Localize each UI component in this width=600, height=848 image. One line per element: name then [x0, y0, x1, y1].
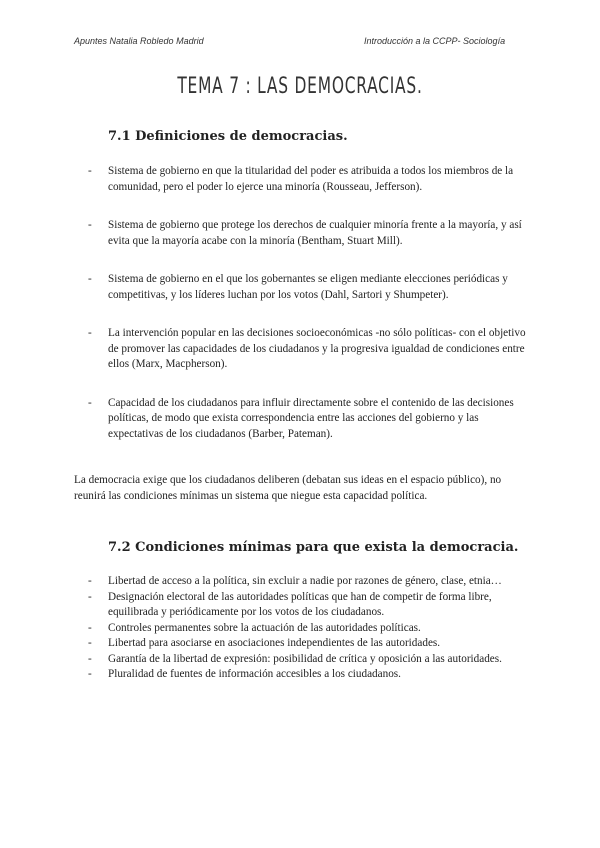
dash-marker: -	[88, 396, 92, 409]
list-item	[88, 590, 526, 621]
list-item-text: La intervención popular en las decisiones socioeconómicas -no sólo políticas- con el objetivo de promover las capacidades de los ciudadanos y la progresiva igualdad de condiciones entre ellos (Marx, Macpherson).	[108, 327, 526, 370]
dash-marker: -	[88, 652, 92, 665]
dash-marker: -	[88, 219, 92, 231]
list-item	[88, 396, 526, 443]
dash-marker: -	[88, 621, 92, 634]
list-item	[88, 636, 526, 652]
dash-marker: -	[88, 590, 92, 603]
list-item	[88, 164, 526, 195]
list-item	[88, 667, 526, 683]
list-item	[88, 574, 526, 590]
dash-marker: -	[88, 668, 92, 680]
deliberation-paragraph: La democracia exige que los ciudadanos deliberen (debatan sus ideas en el espacio público), no reunirá las condiciones mínimas un sistema que niegue esta capacidad política.	[74, 474, 502, 502]
dash-marker: -	[88, 637, 92, 649]
list-item-text: Sistema de gobierno que protege los derechos de cualquier minoría frente a la mayoría, y así evita que la mayoría acabe con la minoría (Bentham, Stuart Mill).	[108, 219, 522, 247]
list-item-text: Libertad para asociarse en asociaciones independientes de las autoridades.	[108, 637, 441, 649]
list-item	[88, 621, 526, 637]
page-title: TEMA 7 : LAS DEMOCRACIAS.	[177, 74, 423, 99]
list-item	[88, 652, 526, 668]
list-item	[88, 218, 526, 249]
list-item-text: Controles permanentes sobre la actuación de las autoridades políticas.	[108, 621, 421, 634]
section-2-heading: 7.2 Condiciones mínimas para que exista la democracia.	[108, 540, 519, 555]
dash-marker: -	[88, 273, 92, 285]
list-item-text: Sistema de gobierno en que la titularidad del poder es atribuida a todos los miembros de la comunidad, pero el poder lo ejerce una minoría (Rousseau, Jefferson).	[108, 165, 514, 193]
header-author: Apuntes Natalia Robledo Madrid	[74, 36, 204, 46]
list-item-text: Garantía de la libertad de expresión: posibilidad de crítica y oposición a las autoridades.	[108, 652, 502, 665]
list-item	[88, 326, 526, 373]
section-1-heading: 7.1 Definiciones de democracias.	[108, 129, 348, 144]
list-item-text: Libertad de acceso a la política, sin excluir a nadie por razones de género, clase, etnia…	[108, 575, 502, 587]
list-item-text: Pluralidad de fuentes de información accesibles a los ciudadanos.	[108, 668, 401, 680]
dash-marker: -	[88, 165, 92, 177]
dash-marker: -	[88, 575, 92, 587]
header-course: Introducción a la CCPP- Sociología	[364, 36, 506, 46]
definitions-list	[88, 164, 526, 465]
list-item-text: Designación electoral de las autoridades políticas que han de competir de forma libre, equilibrada y periódicamente por los votos de los ciudadanos.	[108, 590, 492, 618]
list-item-text: Sistema de gobierno en el que los gobernantes se eligen mediante elecciones periódicas y competitivas, y los líderes luchan por los votos (Dahl, Sartori y Shumpeter).	[108, 273, 508, 301]
list-item-text: Capacidad de los ciudadanos para influir directamente sobre el contenido de las decisiones políticas, de modo que exista correspondencia entre las acciones del gobierno y las expectativas de los ciudadanos (Barber, Pateman).	[108, 396, 514, 440]
list-item	[88, 272, 526, 303]
conditions-list	[88, 574, 526, 683]
dash-marker: -	[88, 327, 92, 339]
